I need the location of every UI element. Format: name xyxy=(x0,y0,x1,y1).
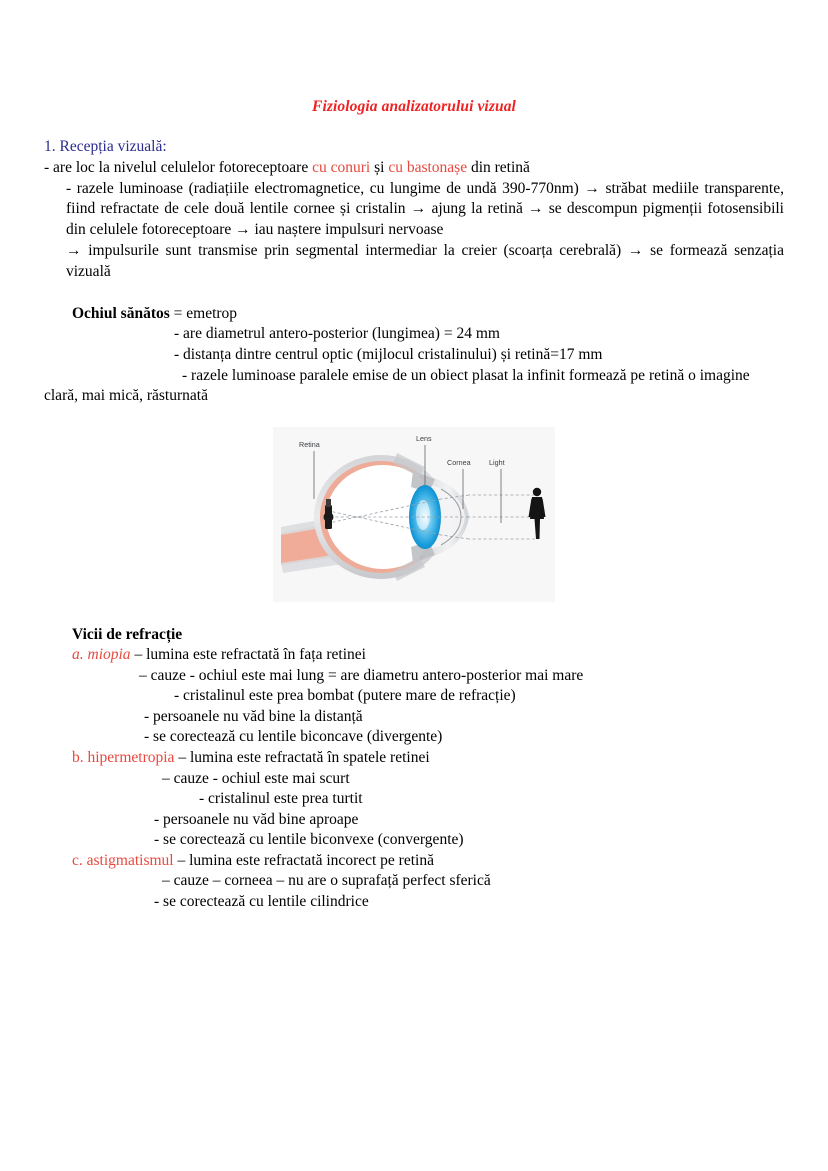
defect-detail-hipermetropia-4: - se corectează cu lentile biconvexe (convergente) xyxy=(154,831,464,849)
receptia-highlight-bastonase: cu bastonașe xyxy=(388,158,468,176)
section-heading-receptia-vizuala: 1. Recepția vizuală: xyxy=(44,138,167,155)
receptia-paragraph-1: - razele luminoase (radiațiile electromagnetice, cu lungime de undă 390-770nm) → străbat mediile transparente, fiind refractate de cele două lentile cornee și cristalin → ajung la retină → se descompun pigmenții fotosensibili din celulele fotoreceptoare → iau naștere impulsuri nervoase xyxy=(66,179,784,239)
defect-detail-miopia-1: – cauze - ochiul este mai lung = are diametru antero-posterior mai mare xyxy=(139,666,584,684)
healthy-eye-item-1: - are diametrul antero-posterior (lungimea) = 24 mm xyxy=(174,325,500,343)
refraction-defects-heading: Vicii de refracție xyxy=(72,625,183,643)
label-retina: Retina xyxy=(299,439,320,449)
healthy-eye-block xyxy=(44,283,784,407)
defect-detail-astigmatismul-1: – cauze – corneea – nu are o suprafață perfect sferică xyxy=(162,872,491,890)
label-lens: Lens xyxy=(416,433,432,443)
defect-detail-miopia-3: - persoanele nu văd bine la distanță xyxy=(144,707,363,725)
label-light: Light xyxy=(489,457,505,467)
defect-detail-hipermetropia-1: – cauze - ochiul este mai scurt xyxy=(162,769,350,787)
defect-definition-astigmatismul: – lumina este refractată incorect pe retină xyxy=(173,851,434,869)
defect-row-astigmatismul xyxy=(44,851,784,872)
defect-row-hipermetropia xyxy=(44,748,784,769)
healthy-eye-heading-bold: Ochiul sănătos xyxy=(72,304,170,322)
label-cornea: Cornea xyxy=(447,457,471,467)
defect-detail-hipermetropia-3: - persoanele nu văd bine aproape xyxy=(154,810,359,828)
healthy-eye-item-3: - razele luminoase paralele emise de un obiect plasat la infinit formează pe retină o imagine xyxy=(182,366,750,384)
healthy-eye-item-4: clară, mai mică, răsturnată xyxy=(44,387,208,405)
defect-label-miopia: a. miopia xyxy=(72,646,131,664)
eye-cross-section-diagram xyxy=(273,427,555,602)
healthy-eye-heading-rest: = emetrop xyxy=(169,304,238,322)
receptia-line-1-post: din retină xyxy=(467,158,530,176)
figure-container xyxy=(44,427,784,602)
defect-definition-miopia: – lumina este refractată în fața retinei xyxy=(130,646,366,664)
defect-label-astigmatismul: c. astigmatismul xyxy=(72,851,174,869)
defect-detail-miopia-2: - cristalinul este prea bombat (putere mare de refracție) xyxy=(174,687,516,705)
receptia-paragraph-2: → impulsurile sunt transmise prin segmental intermediar la creier (scoarța cerebrală) → se formează senzația vizuală xyxy=(66,242,784,280)
defect-definition-hipermetropia: – lumina este refractată în spatele retinei xyxy=(174,748,430,766)
defect-detail-astigmatismul-2: - se corectează cu lentile cilindrice xyxy=(154,892,369,910)
defect-detail-hipermetropia-2: - cristalinul este prea turtit xyxy=(199,790,363,808)
defect-label-hipermetropia: b. hipermetropia xyxy=(72,748,175,766)
healthy-eye-item-2: - distanța dintre centrul optic (mijlocul cristalinului) și retină=17 mm xyxy=(174,345,603,363)
defect-detail-miopia-4: - se corectează cu lentile biconcave (divergente) xyxy=(144,728,443,746)
defect-row-miopia xyxy=(44,645,784,666)
healthy-eye-heading xyxy=(44,304,784,325)
receptia-line-1 xyxy=(44,158,784,179)
page-title: Fiziologia analizatorului vizual xyxy=(312,98,516,115)
receptia-line-1-mid: și xyxy=(370,158,389,176)
receptia-line-1-pre: - are loc la nivelul celulelor fotoreceptoare xyxy=(44,158,313,176)
receptia-highlight-conuri: cu conuri xyxy=(312,158,371,176)
refraction-defects-block xyxy=(44,602,784,912)
